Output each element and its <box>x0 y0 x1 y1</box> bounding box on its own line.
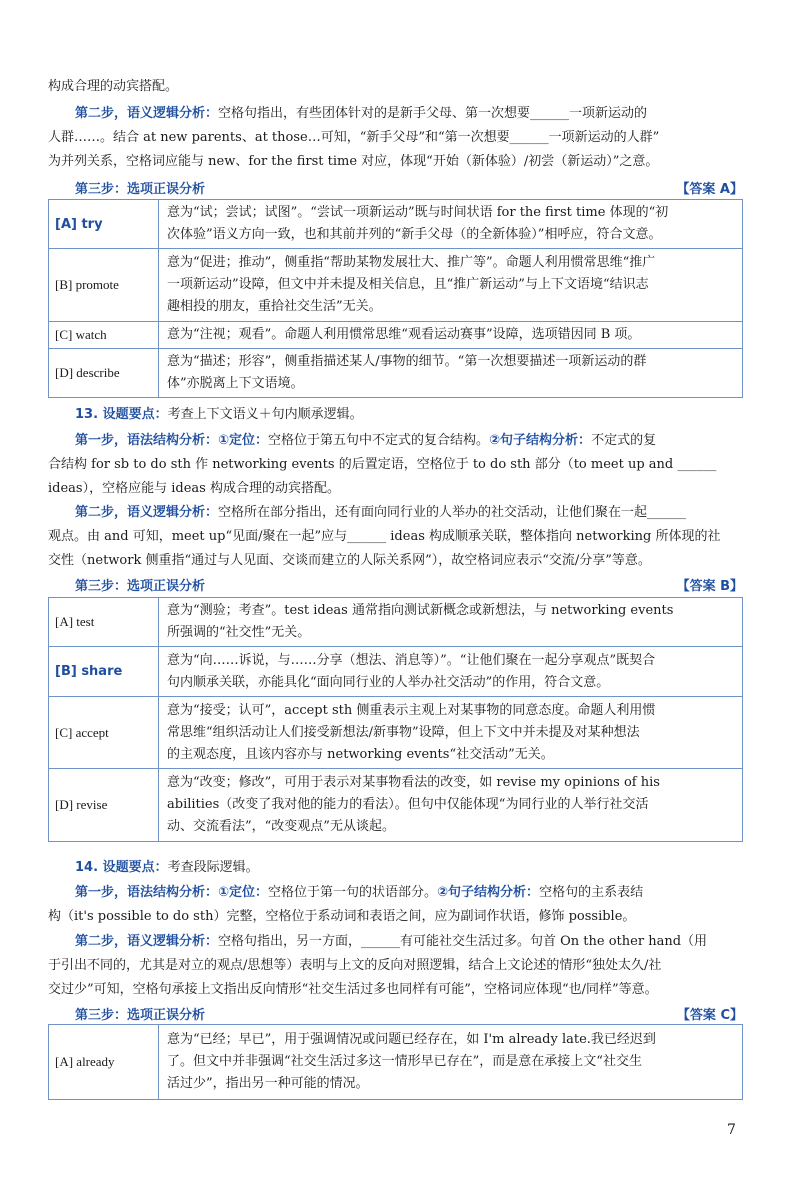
q14-head <box>75 858 780 878</box>
text: 空格位于第五句中不定式的复合结构。 <box>268 433 490 448</box>
option-label: [A] already <box>49 1025 159 1100</box>
q13-step2-line3: 交性（network 侧重指“通过与人见面、交谈而建立的人际关系网”），故空格词应表示“交流/分享”等意。 <box>48 553 651 568</box>
option-label: [A] test <box>49 598 159 647</box>
step-label: 第三步：选项正误分析 <box>75 579 206 594</box>
desc-line: 体”亦脱离上下文语境。 <box>167 376 304 391</box>
option-row <box>49 249 743 322</box>
sub-label: ②句子结构分析： <box>489 433 592 448</box>
q13-step1-line3: ideas），空格应能与 ideas 构成合理的动宾搭配。 <box>48 481 340 496</box>
question-number: 13. <box>75 407 103 422</box>
desc-line: 活过少”，指出另一种可能的情况。 <box>167 1076 369 1091</box>
option-desc <box>159 200 743 249</box>
step-label: 第二步，语义逻辑分析： <box>75 505 219 520</box>
text: 不定式的复 <box>591 433 657 448</box>
q13-step3-row <box>75 575 743 595</box>
text: 空格句的主系表结 <box>539 885 644 900</box>
question-number: 14. <box>75 860 103 875</box>
option-row <box>49 322 743 349</box>
desc-line: 所强调的“社交性”无关。 <box>167 625 311 640</box>
answer-badge: 【答案 A】 <box>676 182 743 197</box>
q13-head <box>75 405 780 425</box>
option-label: [A] try <box>49 200 159 249</box>
desc-line: 意为“促进；推动”，侧重指“帮助某物发展壮大、推广等”。命题人利用惯常思维“推广 <box>167 255 656 270</box>
option-row <box>49 647 743 697</box>
option-label: [C] accept <box>49 697 159 769</box>
q12-step2-line2: 人群……。结合 at new parents、at those…可知，“新手父母”和“第一次想要______一项新运动的人群” <box>48 130 660 145</box>
option-label: [D] revise <box>49 769 159 842</box>
desc-line: 句内顺承关联，亦能具化“面向同行业的人举办社交活动”的作用，符合文意。 <box>167 674 610 690</box>
option-desc <box>159 647 743 697</box>
q13-step1-line1 <box>75 431 780 451</box>
q12-step3-row <box>75 178 743 198</box>
option-row <box>49 697 743 769</box>
desc-line: 意为“测验；考查”。test ideas 通常指向测试新概念或新想法，与 networking events <box>167 603 674 618</box>
q13-step2-line1 <box>75 503 780 523</box>
option-row <box>49 349 743 398</box>
desc-line: 意为“注视；观看”。命题人利用惯常思维“观看运动赛事”设障，选项错因同 B 项。 <box>167 327 641 342</box>
sub-label: ①定位： <box>218 433 269 448</box>
q12-step2-line1 <box>75 104 780 124</box>
page-number: 7 <box>727 1122 736 1138</box>
q13-step1-line2: 合结构 for sb to do sth 作 networking events 的后置定语，空格位于 to do sth 部分（to meet up and ______ <box>48 457 717 472</box>
q14-step1-line1 <box>75 883 780 903</box>
text: 空格句指出，另一方面，______有可能社交生活过多。句首 On the other hand（用 <box>218 934 708 949</box>
step-label: 第二步，语义逻辑分析： <box>75 934 219 949</box>
desc-line: 意为“接受；认可”，accept sth 侧重表示主观上对某事物的同意态度。命题人利用惯 <box>167 702 656 718</box>
desc-line: 次体验”语义方向一致，也和其前并列的“新手父母（的全新体验）”相呼应，符合文意。 <box>167 227 662 242</box>
desc-line: 意为“描述；形容”，侧重指描述某人/事物的细节。“第一次想要描述一项新运动的群 <box>167 354 647 369</box>
q14-step3-row <box>75 1004 743 1024</box>
desc-line: 了。但文中并非强调“社交生活过多这一情形早已存在”，而是意在承接上文“社交生 <box>167 1054 642 1069</box>
option-label: [C] watch <box>49 322 159 349</box>
option-desc <box>159 598 743 647</box>
desc-line: 意为“试；尝试；试图”。“尝试一项新运动”既与时间状语 for the first time 体现的“初 <box>167 205 669 220</box>
option-desc <box>159 697 743 769</box>
desc-line: 意为“向……诉说，与……分享（想法、消息等）”。“让他们聚在一起分享观点”既契合 <box>167 652 656 668</box>
option-row <box>49 769 743 842</box>
q14-step2-line2: 于引出不同的，尤其是对立的观点/思想等）表明与上文的反向对照逻辑，结合上文论述的情形“独处太久/社 <box>48 958 662 973</box>
text: 考查上下文语义＋句内顺承逻辑。 <box>167 407 363 422</box>
text: 考查段际逻辑。 <box>167 860 259 875</box>
desc-line: 常思维“组织活动让人们接受新想法/新事物”设障，但上下文中并未提及对某种想法 <box>167 724 640 740</box>
option-desc <box>159 322 743 349</box>
option-row <box>49 1025 743 1100</box>
q12-step2-line3: 为并列关系，空格词应能与 new、for the first time 对应，体现“开始（新体验）/初尝（新运动）”之意。 <box>48 154 659 169</box>
step-label: 设题要点： <box>102 407 168 422</box>
desc-line: 的主观态度，且该内容亦与 networking events“社交活动”无关。 <box>167 746 554 762</box>
q14-step1-line2: 构（it's possible to do sth）完整，空格位于系动词和表语之间，应为副词作状语，修饰 possible。 <box>48 909 636 924</box>
option-row <box>49 598 743 647</box>
q14-step2-line1 <box>75 932 780 952</box>
intro-line: 构成合理的动宾搭配。 <box>48 79 179 94</box>
text: 空格位于第一句的状语部分。 <box>268 885 438 900</box>
step-label: 第一步，语法结构分析： <box>75 433 219 448</box>
text: 空格所在部分指出，还有面向同行业的人举办的社交活动，让他们聚在一起______ <box>218 505 687 520</box>
step-label: 第三步：选项正误分析 <box>75 1008 206 1023</box>
sub-label: ②句子结构分析： <box>437 885 540 900</box>
step-label: 第三步：选项正误分析 <box>75 182 206 197</box>
q14-options-table <box>48 1024 743 1100</box>
q12-options-table <box>48 199 743 398</box>
sub-label: ①定位： <box>218 885 269 900</box>
option-label: [B] promote <box>49 249 159 322</box>
desc-line: abilities（改变了我对他的能力的看法）。但句中仅能体现“为同行业的人举行社交活 <box>167 797 649 812</box>
step-label: 第一步，语法结构分析： <box>75 885 219 900</box>
option-row <box>49 200 743 249</box>
option-label: [D] describe <box>49 349 159 398</box>
desc-line: 动、交流看法”，“改变观点”无从谈起。 <box>167 819 395 834</box>
option-label: [B] share <box>49 647 159 697</box>
q13-step2-line2: 观点。由 and 可知，meet up“见面/聚在一起”应与______ ideas 构成顺承关联，整体指向 networking 所体现的社 <box>48 529 721 544</box>
q13-options-table <box>48 597 743 842</box>
text: 空格句指出，有些团体针对的是新手父母、第一次想要______一项新运动的 <box>218 106 648 121</box>
step-label: 设题要点： <box>102 860 168 875</box>
answer-badge: 【答案 B】 <box>676 579 743 594</box>
desc-line: 意为“改变；修改”，可用于表示对某事物看法的改变，如 revise my opinions of his <box>167 775 660 790</box>
desc-line: 一项新运动”设障，但文中并未提及相关信息，且“推广新运动”与上下文语境“结识志 <box>167 277 649 292</box>
option-desc <box>159 769 743 842</box>
q14-step2-line3: 交过少”可知，空格句承接上文指出反向情形“社交生活过多也同样有可能”，空格词应体现“也/同样”等意。 <box>48 982 658 997</box>
desc-line: 趣相投的朋友，重拾社交生活”无关。 <box>167 299 382 314</box>
step-label: 第二步，语义逻辑分析： <box>75 106 219 121</box>
answer-badge: 【答案 C】 <box>676 1008 743 1023</box>
option-desc <box>159 349 743 398</box>
option-desc <box>159 249 743 322</box>
option-desc <box>159 1025 743 1100</box>
desc-line: 意为“已经；早已”，用于强调情况或问题已经存在，如 I'm already late.我已经迟到 <box>167 1032 656 1047</box>
